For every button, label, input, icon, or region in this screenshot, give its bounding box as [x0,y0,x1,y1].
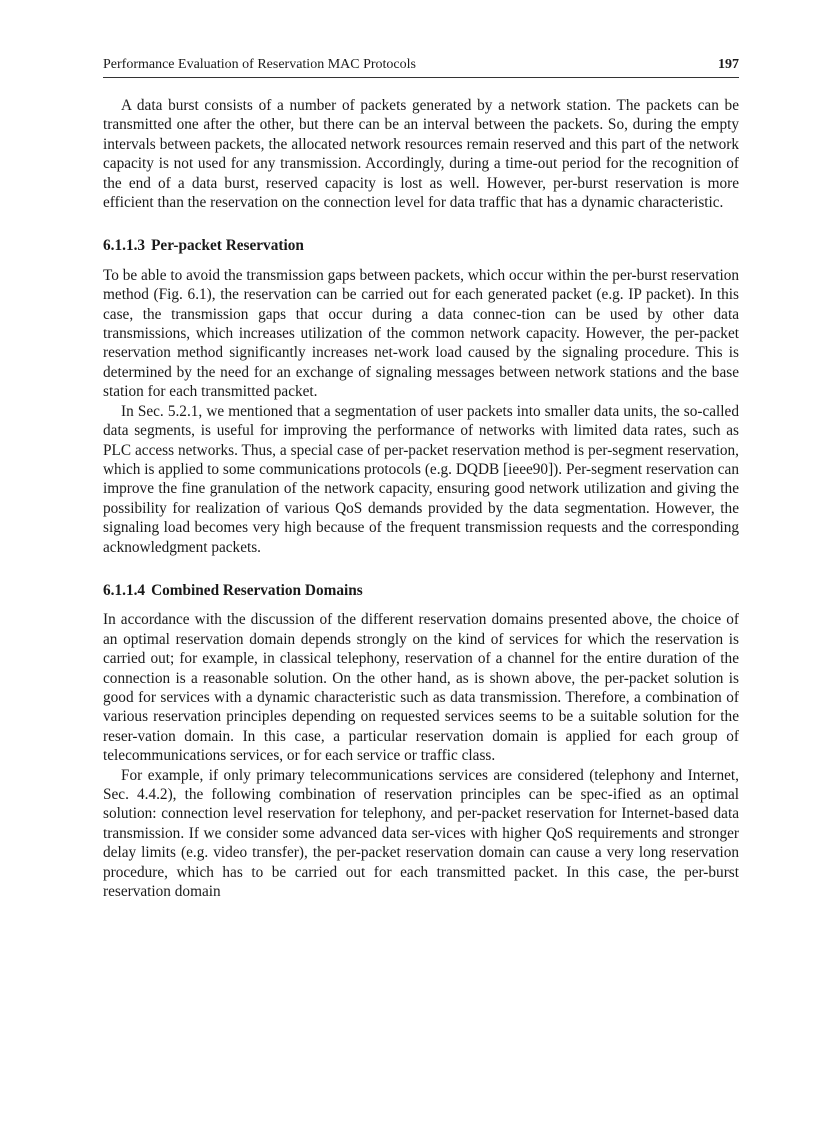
section-title: Per-packet Reservation [151,237,304,255]
section-combined-reservation-domains [103,581,739,902]
intro-paragraph: A data burst consists of a number of packets generated by a network station. The packets can be transmitted one after the other, but there can be an interval between the packets. So, during the empty intervals between packets, the allocated network resources remain reserved and this part of the network capacity is not used for any transmission. Accordingly, during a time-out period for the recognition of the end of a data burst, reserved capacity is lost as well. However, per-burst reservation is more efficient than the reservation on the connection level for data traffic that has a dynamic characteristic. [103,97,739,212]
section-heading [103,581,739,600]
paragraph: For example, if only primary telecommunications services are considered (telephony and Internet, Sec. 4.4.2), the following combination of reservation principles can be spec-ified as an optimal solution: connection level reservation for telephony, and per-packet reservation for Internet-based data transmission. If we consider some advanced data ser-vices with higher QoS requirements and stronger delay limits (e.g. video transfer), the per-packet reservation domain can cause a very long reservation procedure, which has to be carried out for each transmitted packet. In this case, the per-burst reservation domain [103,766,739,901]
document-page [103,56,739,901]
section-number: 6.1.1.3 [103,237,146,255]
section-number: 6.1.1.4 [103,581,146,599]
section-heading [103,236,739,255]
section-per-packet-reservation [103,236,739,557]
body-text [103,96,739,901]
running-title: Performance Evaluation of Reservation MAC Protocols [103,57,416,72]
paragraph: In accordance with the discussion of the different reservation domains presented above, the choice of an optimal reservation domain depends strongly on the kind of services for which the reservation is carried out; for example, in classical telephony, reservation of a channel for the entire duration of the connection is a reasonable solution. On the other hand, as is shown above, the per-packet solution is good for services with a dynamic characteristic such as data transmission. Therefore, a combination of various reservation principles depending on requested services seems to be a suitable solution for the reser-vation domain. In this case, a particular reservation domain is applied for each group of telecommunications services, or for each service or traffic class. [103,611,739,765]
running-header [103,56,739,78]
section-title: Combined Reservation Domains [151,581,363,599]
paragraph: In Sec. 5.2.1, we mentioned that a segmentation of user packets into smaller data units, the so-called data segments, is useful for improving the performance of networks with limited data rates, such as PLC access networks. Thus, a special case of per-packet reservation method is per-segment reservation, which is applied to some communications protocols (e.g. DQDB [ieee90]). Per-segment reservation can improve the fine granulation of the network capacity, ensuring good network utilization and giving the possibility for realization of various QoS demands provided by the data segmentation. However, the signaling load becomes very high because of the frequent transmission requests and the corresponding acknowledgment packets. [103,402,739,556]
paragraph: To be able to avoid the transmission gaps between packets, which occur within the per-burst reservation method (Fig. 6.1), the reservation can be carried out for each generated packet (e.g. IP packet). In this case, the transmission gaps that occur during a data connec-tion can be used by other data transmissions, which increases utilization of the common network capacity. However, the per-packet reservation method significantly increases net-work load caused by the signaling procedure. This is determined by the need for an exchange of signaling messages between network stations and the base station for each transmitted packet. [103,266,739,401]
page-number: 197 [718,57,739,72]
